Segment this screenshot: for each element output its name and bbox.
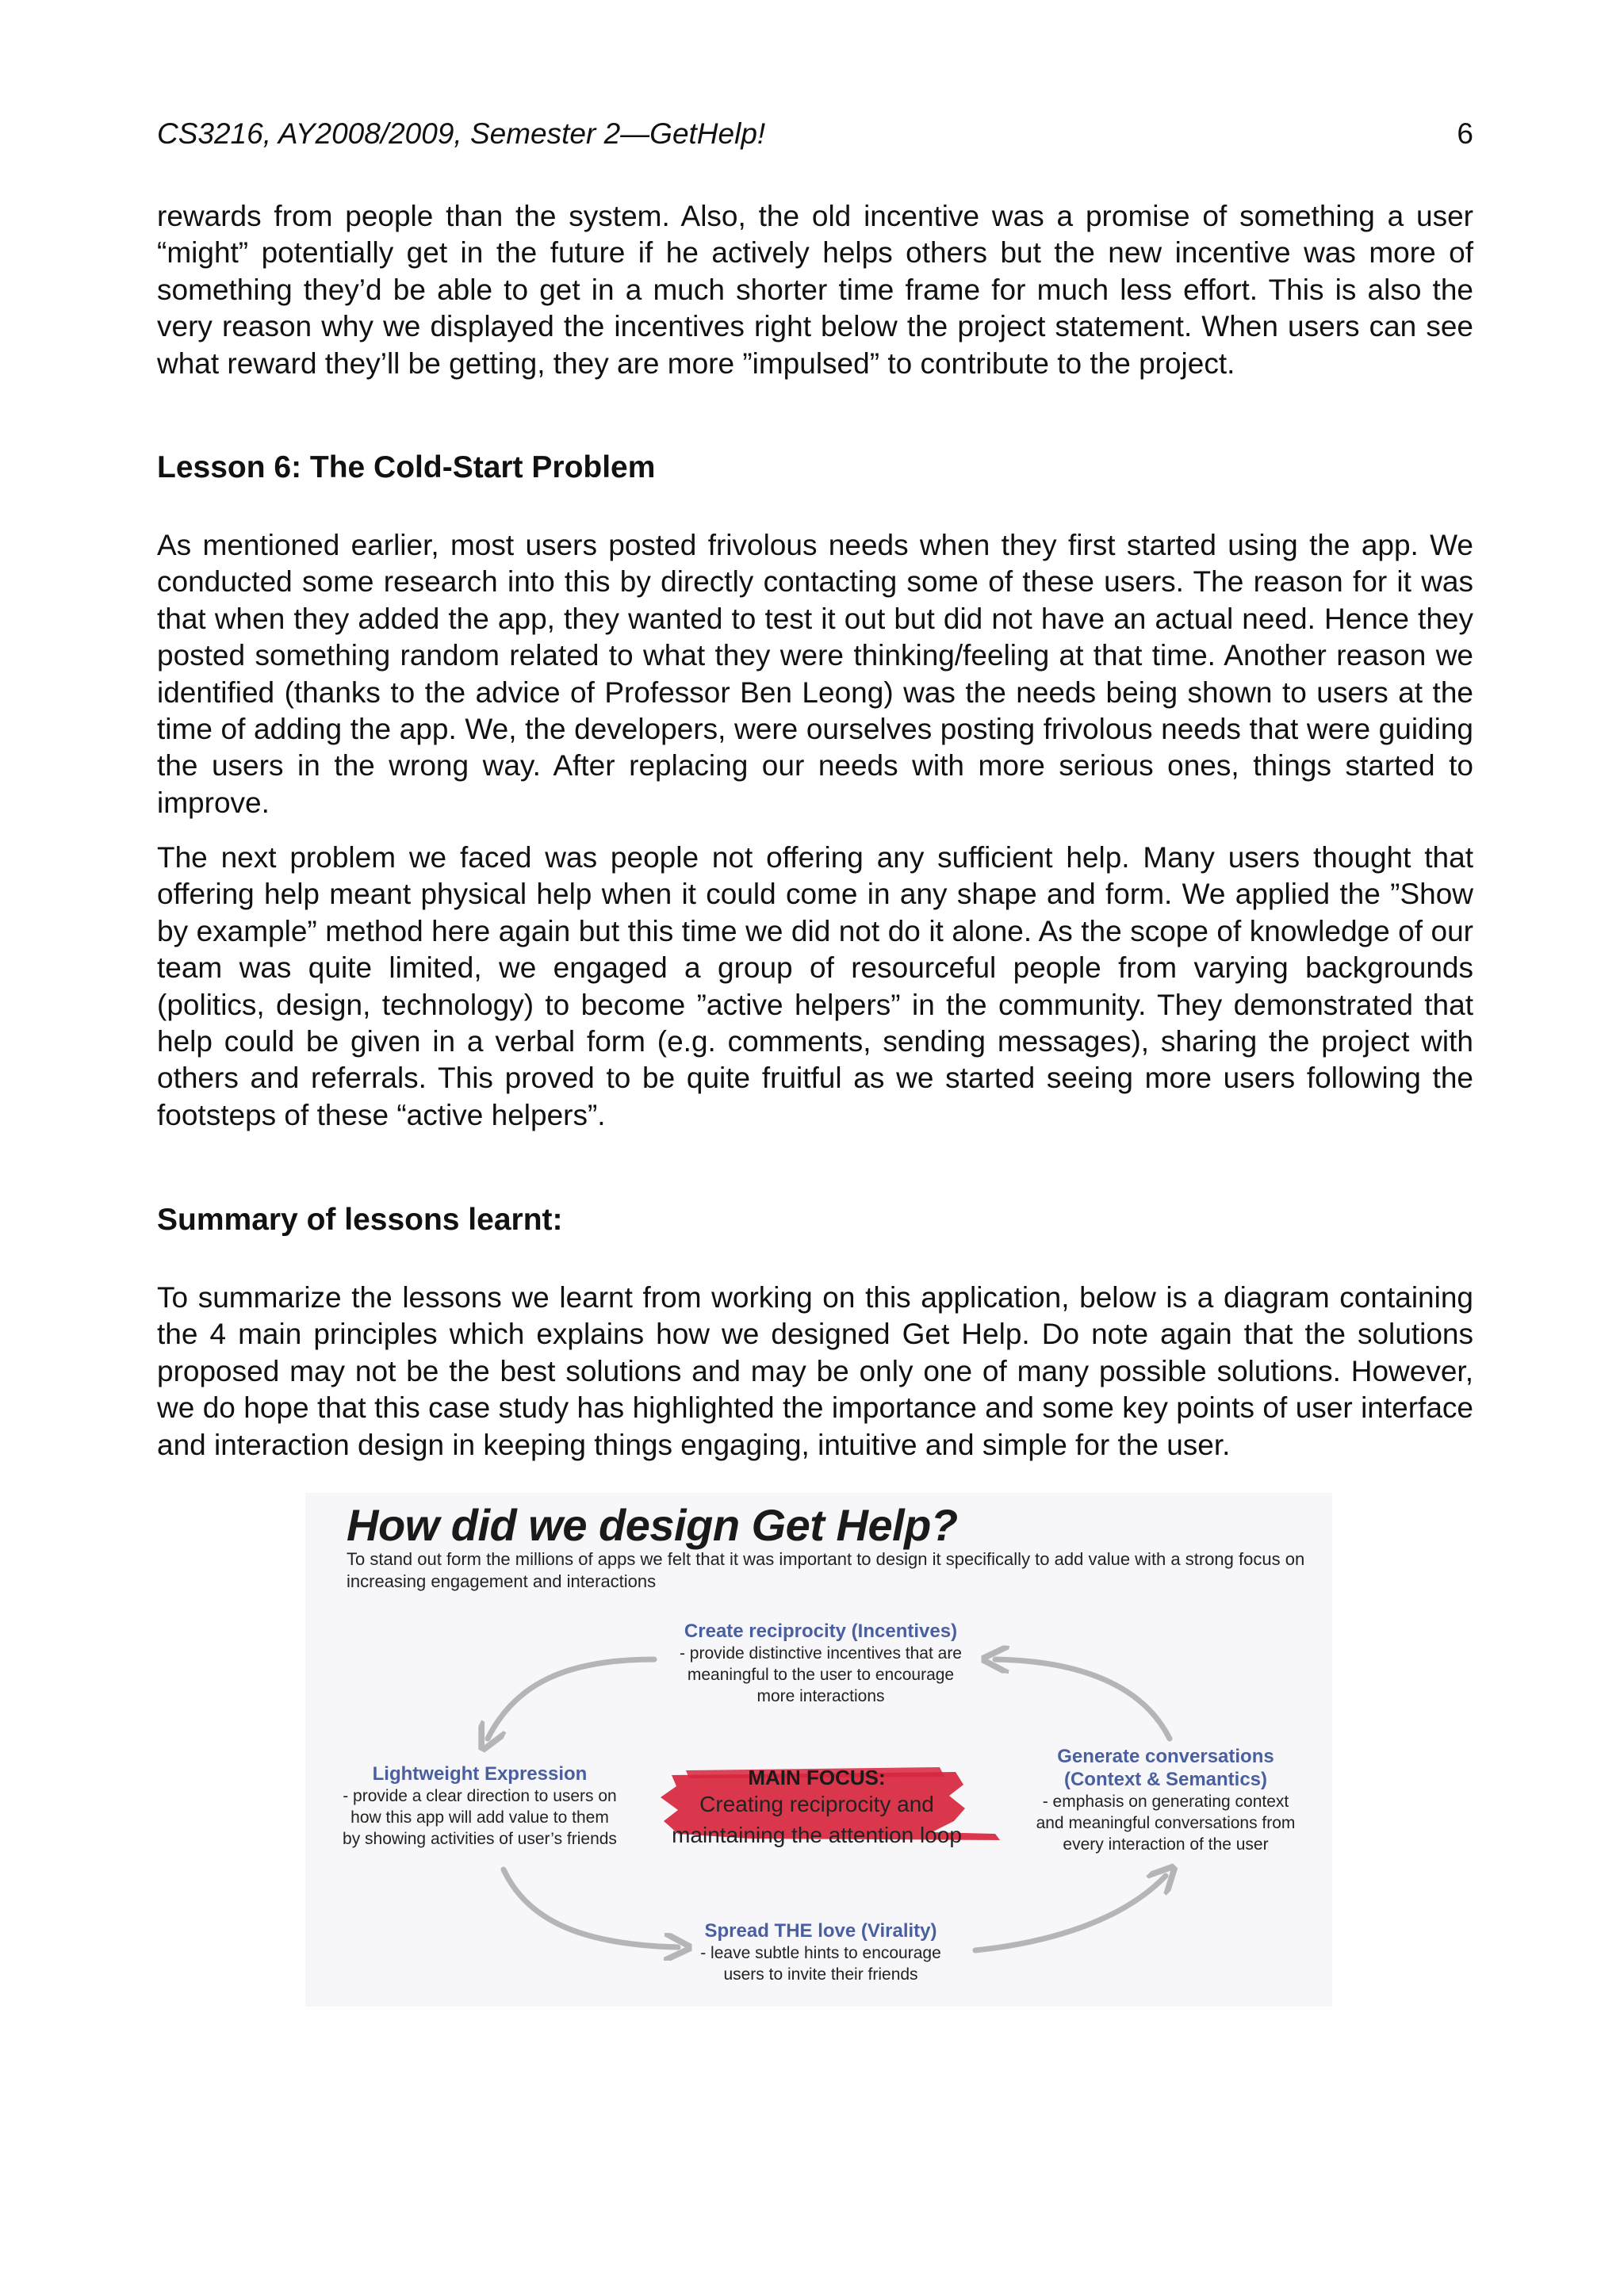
paragraph-cold-start: As mentioned earlier, most users posted frivolous needs when they first started using the app. We conducted some research into this by directly contacting some of these users. The reason for it was that when they added the app, they wanted to test it out but did not have an actual need. Hence they posted something random related to what they were thinking/feeling at that time. Another reason we identified (thanks to the advice of Professor Ben Leong) was the needs being shown to users at the time of adding the app. We, the developers, were ourselves posting frivolous needs that were guiding the users in the wrong way. After replacing our needs with more serious ones, things started to improve. xyxy=(157,529,1473,819)
node-title: Lightweight Expression xyxy=(372,1763,588,1785)
node-line: - leave subtle hints to encourage xyxy=(700,1944,941,1962)
paragraph-summary: To summarize the lessons we learnt from working on this application, below is a diagram containing the 4 main principles which explains how we designed Get Help. Do note again that the solutions proposed may not be the best solutions and may be only one of many possible solutions. However, we do hope that this case study has highlighted the importance and some key points of user interface and interaction design in keeping things engaging, intuitive and simple for the user. xyxy=(157,1281,1473,1461)
node-line: by showing activities of user’s friends xyxy=(343,1830,617,1848)
node-title: (Context & Semantics) xyxy=(1063,1769,1268,1790)
lesson6-heading: Lesson 6: The Cold-Start Problem xyxy=(157,450,656,484)
node-line: every interaction of the user xyxy=(1063,1835,1269,1854)
diagram-subtitle: To stand out form the millions of apps we felt that it was important to design it specifically to add value with a strong focus on increasing engagement and interactions xyxy=(347,1549,1305,1591)
node-line: meaningful to the user to encourage xyxy=(687,1666,955,1684)
node-spread-the-love xyxy=(654,1919,987,1985)
paragraph-incentives: rewards from people than the system. Also, the old incentive was a promise of something a user “might” potentially get in the future if he actively helps others but the new incentive was more of something they’d be able to get in a much shorter time frame for much less effort. This is also the very reason why we displayed the incentives right below the project statement. When users can see what reward they’ll be getting, they are more ”impulsed” to contribute to the project. xyxy=(157,200,1473,380)
arrow-left-to-bottom xyxy=(504,1869,678,1947)
arrow-top-to-left xyxy=(488,1659,654,1739)
node-generate-conversations xyxy=(1007,1745,1324,1855)
node-line: - provide a clear direction to users on xyxy=(343,1787,617,1805)
paragraph-active-helpers: The next problem we faced was people not offering any sufficient help. Many users thought that offering help meant physical help when it could come in any shape and form. We applied the ”Show by example” method here again but this time we did not do it alone. As the scope of knowledge of our team was quite limited, we engaged a group of resourceful people from varying backgrounds (politics, design, technology) to become ”active helpers” in the community. They demonstrated that help could be given in a verbal form (e.g. comments, sending messages), sharing the project with others and referrals. This proved to be quite fruitful as we started seeing more users following the footsteps of these “active helpers”. xyxy=(157,841,1473,1131)
node-line: more interactions xyxy=(756,1687,885,1705)
arrow-right-to-top xyxy=(995,1659,1170,1739)
node-line: how this app will add value to them xyxy=(350,1808,609,1827)
main-focus-line: maintaining the attention loop xyxy=(672,1823,962,1847)
arrow-bottom-to-right xyxy=(975,1876,1166,1950)
diagram-title: How did we design Get Help? xyxy=(347,1500,958,1550)
running-header: CS3216, AY2008/2009, Semester 2—GetHelp! xyxy=(157,117,766,150)
main-focus-title: MAIN FOCUS: xyxy=(748,1766,886,1789)
design-diagram xyxy=(305,1493,1332,2007)
node-line: - provide distinctive incentives that are xyxy=(679,1644,962,1663)
node-title: Spread THE love (Virality) xyxy=(704,1920,937,1942)
node-create-reciprocity xyxy=(646,1620,995,1707)
node-line: and meaningful conversations from xyxy=(1036,1814,1296,1832)
node-title: Generate conversations xyxy=(1057,1746,1274,1767)
node-line: users to invite their friends xyxy=(723,1965,918,1984)
node-title: Create reciprocity (Incentives) xyxy=(684,1621,958,1642)
summary-heading: Summary of lessons learnt: xyxy=(157,1203,563,1237)
node-lightweight-expression xyxy=(321,1762,638,1850)
main-focus-line: Creating reciprocity and xyxy=(699,1792,934,1816)
node-line: - emphasis on generating context xyxy=(1042,1793,1289,1811)
main-focus xyxy=(654,1767,979,1850)
page-number: 6 xyxy=(1457,117,1473,150)
